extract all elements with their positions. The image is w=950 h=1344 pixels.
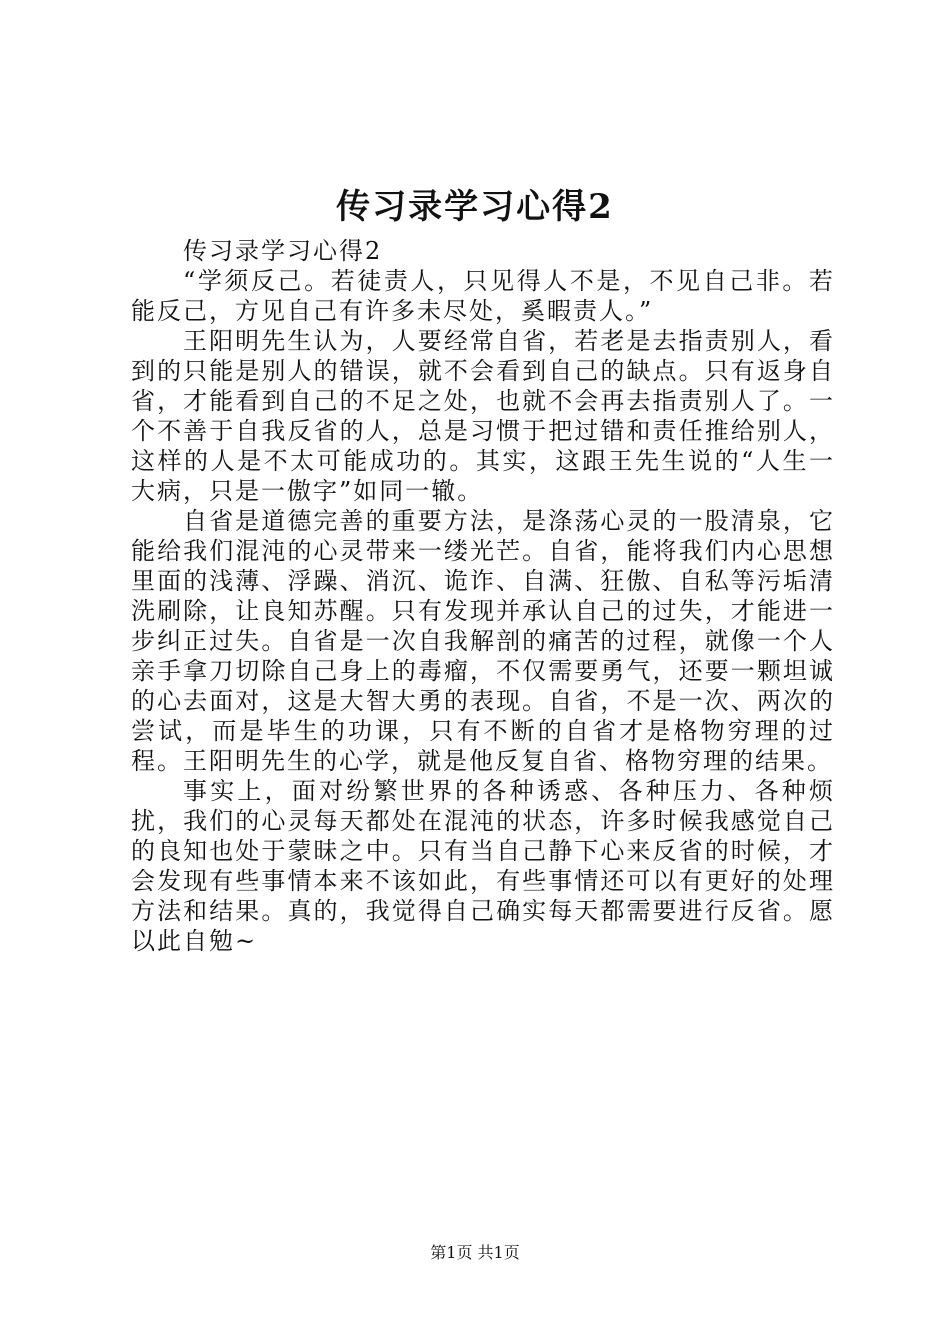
document-body <box>131 236 835 956</box>
paragraph-3: 自省是道德完善的重要方法，是涤荡心灵的一股清泉，它能给我们混沌的心灵带来一缕光芒。自省，能将我们内心思想里面的浅薄、浮躁、消沉、诡诈、自满、狂傲、自私等污垢清洗刷除，让良知苏醒。只有发现并承认自己的过失，才能进一步纠正过失。自省是一次自我解剖的痛苦的过程，就像一个人亲手拿刀切除自己身上的毒瘤，不仅需要勇气，还要一颗坦诚的心去面对，这是大智大勇的表现。自省，不是一次、两次的尝试，而是毕生的功课，只有不断的自省才是格物穷理的过程。王阳明先生的心学，就是他反复自省、格物穷理的结果。 <box>131 507 835 775</box>
paragraph-subtitle: 传习录学习心得2 <box>183 237 383 265</box>
paragraph-2: 王阳明先生认为，人要经常自省，若老是去指责别人，看到的只能是别人的错误，就不会看到自己的缺点。只有返身自省，才能看到自己的不足之处，也就不会再去指责别人了。一个不善于自我反省的人，总是习惯于把过错和责任推给别人，这样的人是不太可能成功的。其实，这跟王先生说的“人生一大病，只是一傲字”如同一辙。 <box>131 327 835 505</box>
document-title: 传习录学习心得2 <box>336 187 614 227</box>
paragraph-4: 事实上，面对纷繁世界的各种诱惑、各种压力、各种烦扰，我们的心灵每天都处在混沌的状态，许多时候我感觉自己的良知也处于蒙昧之中。只有当自己静下心来反省的时候，才会发现有些事情本来不该如此，有些事情还可以有更好的处理方法和结果。真的，我觉得自己确实每天都需要进行反省。愿以此自勉~ <box>131 777 835 955</box>
page-footer: 第1页 共1页 <box>430 1243 520 1262</box>
paragraph-quote: “学须反己。若徒责人，只见得人不是，不见自己非。若能反己，方见自己有许多未尽处，奚暇责人。” <box>131 267 835 325</box>
